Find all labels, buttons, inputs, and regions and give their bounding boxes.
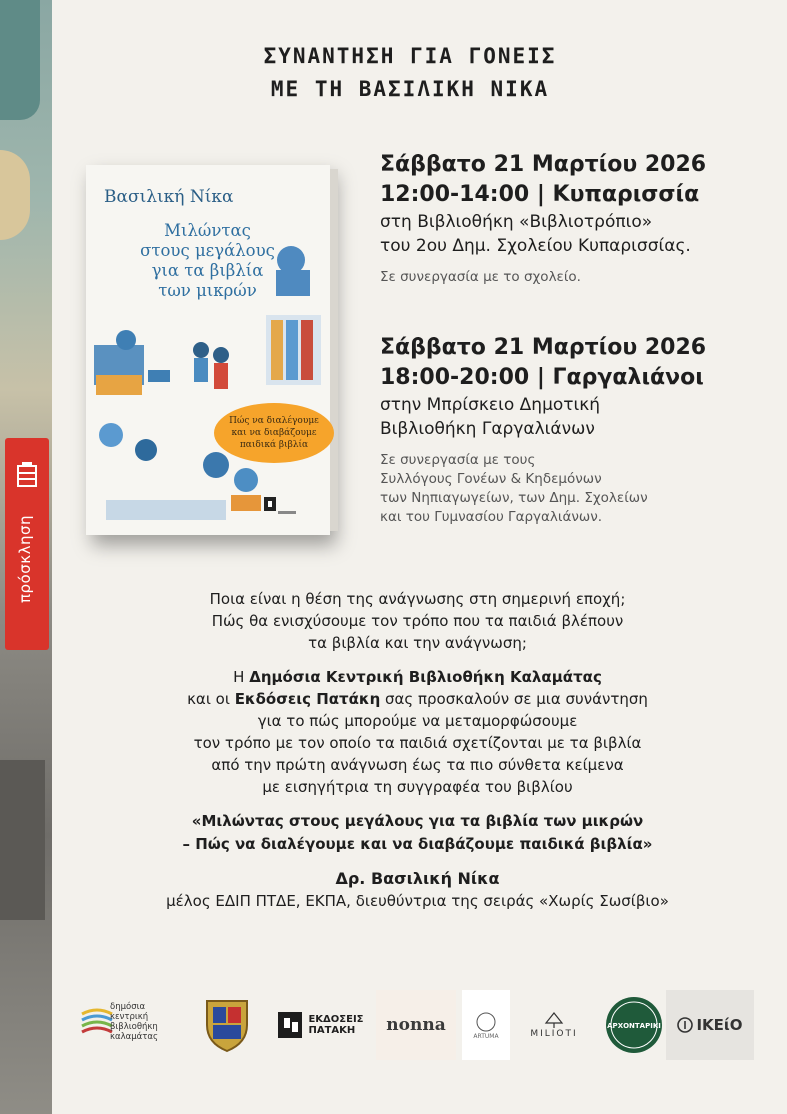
- book-title-line: των μικρών: [158, 281, 257, 300]
- artuma-icon: [475, 1011, 497, 1033]
- book-title-line: στους μεγάλους: [140, 241, 275, 260]
- invitation-body: [90, 588, 745, 912]
- book-cover: [86, 165, 330, 535]
- sponsor-nonna-logo: nonna: [376, 990, 456, 1060]
- sponsor-ikeio-logo: [666, 990, 754, 1060]
- archontariki-badge: [604, 995, 664, 1055]
- crest-icon: [199, 995, 255, 1055]
- library-logo-line: δημόσια: [110, 1002, 146, 1012]
- speaker-role: μέλος ΕΔΙΠ ΠΤΔΕ, ΕΚΠΑ, διευθύντρια της σειράς «Χωρίς Σωσίβιο»: [166, 892, 669, 910]
- event-note-line: Συλλόγους Γονέων & Κηδεμόνων: [380, 471, 602, 487]
- event-note-line: των Νηπιαγωγείων, των Δημ. Σχολείων: [380, 490, 648, 506]
- art-shape: [0, 150, 30, 240]
- event-block: [380, 333, 706, 527]
- library-logo-text: [110, 1002, 158, 1042]
- event-venue-line: του 2ου Δημ. Σχολείου Κυπαρισσίας.: [380, 236, 691, 256]
- title-line: ΜΕ ΤΗ ΒΑΣΙΛΙΚΗ ΝΙΚΑ: [270, 77, 550, 101]
- book-bubble: [214, 403, 334, 463]
- body-line: Ποια είναι η θέση της ανάγνωσης στη σημερινή εποχή;: [209, 590, 626, 608]
- book-illustration: [86, 165, 330, 535]
- body-line: [90, 688, 745, 710]
- speaker-name: Δρ. Βασιλική Νίκα: [335, 869, 500, 888]
- body-line: με εισηγήτρια τη συγγραφέα του βιβλίου: [262, 778, 573, 796]
- patakis-line: ΕΚΔΟΣΕΙΣ: [308, 1014, 364, 1025]
- tag-label: πρόσκληση: [16, 515, 34, 603]
- invitation-tag: [5, 438, 49, 650]
- ikeio-text: ΙΚΕίΟ: [696, 1016, 743, 1034]
- sponsor-patakis-logo: [270, 990, 370, 1060]
- title-line: ΣΥΝΑΝΤΗΣΗ ΓΙΑ ΓΟΝΕΙΣ: [263, 44, 557, 68]
- event-venue-line: στην Μπρίσκειο Δημοτική: [380, 395, 601, 415]
- page-title: [150, 40, 670, 106]
- event-date: Σάββατο 21 Μαρτίου 2026: [380, 152, 707, 177]
- body-line: για το πώς μπορούμε να μεταμορφώσουμε: [257, 712, 578, 730]
- library-logo-icon: [80, 1002, 114, 1042]
- book-quote: – Πώς να διαλέγουμε και να διαβάζουμε παιδικά βιβλία»: [182, 835, 653, 853]
- book-title-line: για τα βιβλία: [151, 261, 264, 280]
- bubble-line: Πώς να διαλέγουμε: [229, 416, 319, 426]
- sponsor-library-logo: [80, 990, 190, 1060]
- tree-icon: [543, 1011, 565, 1029]
- sponsor-archontariki-logo: [598, 990, 670, 1060]
- body-line: τα βιβλία και την ανάγνωση;: [308, 634, 527, 652]
- patakis-line: ΠΑΤΑΚΗ: [308, 1025, 356, 1036]
- org-name: Εκδόσεις Πατάκη: [234, 690, 381, 708]
- body-text: και οι: [187, 690, 235, 708]
- body-line: [90, 666, 745, 688]
- sponsor-crest-logo: [192, 990, 262, 1060]
- archontariki-text: ΑΡΧΟΝΤΑΡΙΚΙ: [607, 1022, 661, 1030]
- art-shape: [0, 0, 40, 120]
- body-line: Πώς θα ενισχύσουμε τον τρόπο που τα παιδιά βλέπουν: [211, 612, 624, 630]
- book-spine: [330, 169, 338, 531]
- event-time-place: 12:00-14:00 | Κυπαρισσία: [380, 182, 700, 207]
- event-note: [380, 268, 706, 287]
- publisher-logo: [262, 495, 296, 519]
- art-shape: [0, 760, 45, 920]
- library-logo-line: κεντρική: [110, 1012, 149, 1022]
- event-note: [380, 451, 706, 527]
- book-author: Βασιλική Νίκα: [104, 187, 234, 207]
- event-venue-line: στη Βιβλιοθήκη «Βιβλιοτρόπιο»: [380, 212, 653, 232]
- event-note-line: και του Γυμνασίου Γαργαλιάνων.: [380, 509, 603, 525]
- artuma-text: ARTUMA: [473, 1032, 499, 1040]
- patakis-icon: [276, 1010, 304, 1040]
- body-line: από την πρώτη ανάγνωση έως τα πιο σύνθετα κείμενα: [211, 756, 624, 774]
- book-quote: «Μιλώντας στους μεγάλους για τα βιβλία των μικρών: [191, 812, 644, 830]
- book-title-line: Μιλώντας: [164, 221, 251, 240]
- bubble-line: παιδικά βιβλία: [239, 440, 309, 450]
- event-block: [380, 150, 706, 287]
- patakis-text: [308, 1014, 363, 1036]
- library-logo-line: καλαμάτας: [110, 1032, 158, 1042]
- event-time-place: 18:00-20:00 | Γαργαλιάνοι: [380, 365, 704, 390]
- event-venue-line: Βιβλιοθήκη Γαργαλιάνων: [380, 419, 595, 439]
- sponsor-logos: [70, 990, 770, 1070]
- ikeio-icon: [677, 1017, 693, 1033]
- milioti-text: MILIOTI: [530, 1029, 578, 1039]
- body-text: Η: [233, 668, 250, 686]
- library-logo-line: βιβλιοθήκη: [110, 1022, 158, 1032]
- sponsor-artuma-logo: [462, 990, 510, 1060]
- sponsor-milioti-logo: [526, 990, 582, 1060]
- body-line: τον τρόπο με τον οποίο τα παιδιά σχετίζονται με τα βιβλία: [193, 734, 642, 752]
- body-text: σας προσκαλούν σε μια συνάντηση: [380, 690, 648, 708]
- event-note-line: Σε συνεργασία με το σχολείο.: [380, 269, 581, 285]
- bubble-line: και να διαβάζουμε: [231, 428, 317, 438]
- org-name: Δημόσια Κεντρική Βιβλιοθήκη Καλαμάτας: [249, 668, 602, 686]
- event-note-line: Σε συνεργασία με τους: [380, 452, 536, 468]
- event-date: Σάββατο 21 Μαρτίου 2026: [380, 335, 707, 360]
